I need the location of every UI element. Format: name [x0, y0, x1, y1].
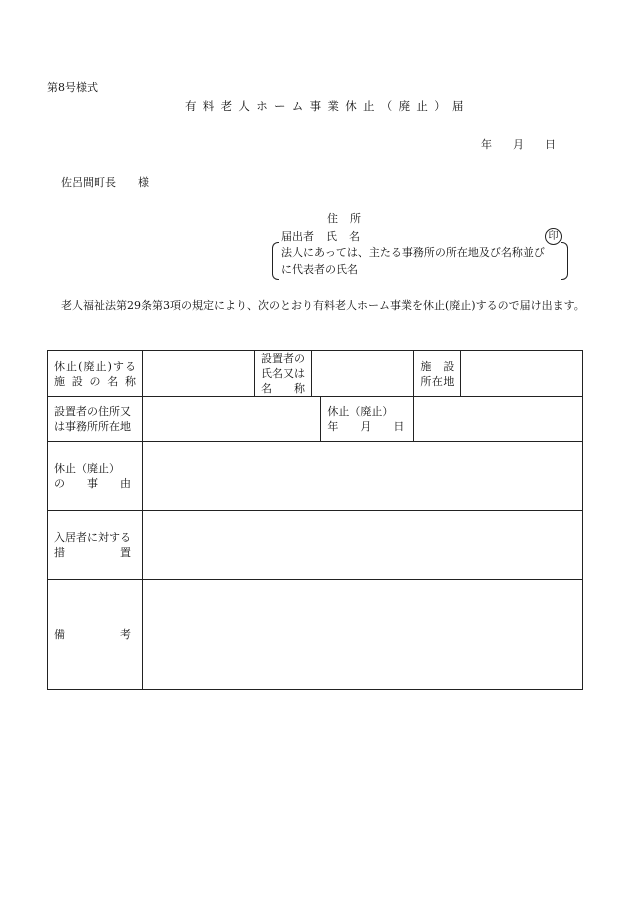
date-day: 日 — [545, 138, 556, 151]
corporate-note — [272, 242, 568, 280]
founder-address-label-line-2: は事務所所在地 — [54, 420, 131, 433]
corporate-note-line-1: 法人にあっては、主たる事務所の所在地及び名称並び — [281, 246, 545, 259]
address-label — [327, 212, 361, 225]
facility-location-label-line-1: 施 設 — [420, 359, 455, 373]
page-title: 有料老人ホーム事業休止（廃止）届 — [185, 99, 470, 113]
facility-name-field[interactable] — [143, 351, 255, 397]
founder-name-label — [255, 351, 312, 397]
name-label-b: 名 — [349, 230, 360, 243]
addressee-name: 佐呂間町長 — [61, 176, 116, 189]
corporate-note-line-2: に代表者の氏名 — [281, 263, 358, 276]
suspension-date-label-line-1: 休止（廃止） — [327, 405, 394, 418]
founder-name-field[interactable] — [312, 351, 414, 397]
remarks-label-text: 備 考 — [54, 628, 131, 641]
name-label-a: 氏 — [326, 230, 337, 243]
resident-measures-label-line-1: 入居者に対する — [54, 531, 131, 544]
reason-label — [48, 442, 143, 511]
addressee — [61, 176, 149, 189]
founder-name-label-line-3: 名 称 — [261, 382, 305, 395]
resident-measures-field[interactable] — [143, 511, 583, 580]
reason-label-line-1: 休止（廃止） — [54, 462, 120, 475]
date-line — [481, 138, 556, 151]
right-bracket — [561, 242, 568, 280]
resident-measures-label — [48, 511, 143, 580]
remarks-field[interactable] — [143, 580, 583, 690]
address-label-a: 住 — [327, 212, 338, 225]
reason-field[interactable] — [143, 442, 583, 511]
date-year: 年 — [481, 138, 492, 151]
notifier-label: 届出者 — [281, 230, 314, 243]
addressee-honorific: 様 — [138, 176, 149, 189]
founder-address-label — [48, 397, 143, 442]
resident-measures-label-line-2: 措 置 — [54, 546, 131, 559]
suspension-date-label-line-2: 年 月 日 — [327, 420, 405, 433]
founder-address-label-line-1: 設置者の住所又 — [54, 405, 131, 418]
facility-location-field[interactable] — [461, 351, 583, 397]
founder-address-field[interactable] — [143, 397, 321, 442]
facility-name-label-line-2: 施 設 の 名 称 — [54, 374, 136, 388]
founder-name-label-line-1: 設置者の — [261, 352, 305, 365]
left-bracket — [272, 242, 279, 280]
facility-location-label — [414, 351, 461, 397]
suspension-date-field[interactable] — [414, 397, 583, 442]
remarks-label — [48, 580, 143, 690]
body-text: 老人福祉法第29条第3項の規定により、次のとおり有料老人ホーム事業を休止(廃止)するので届け出ます。 — [61, 299, 585, 312]
facility-name-label — [48, 351, 143, 397]
seal-mark: 印 — [545, 228, 562, 245]
date-month: 月 — [513, 138, 524, 151]
facility-location-label-line-2: 所在地 — [420, 374, 455, 388]
form-number: 第8号様式 — [47, 81, 98, 94]
reason-label-line-2: の 事 由 — [54, 477, 131, 490]
founder-name-label-line-2: 氏名又は — [261, 367, 305, 380]
address-label-b: 所 — [350, 212, 361, 225]
notification-table — [47, 350, 583, 690]
facility-name-label-line-1: 休止(廃止)する — [54, 359, 136, 373]
suspension-date-label — [321, 397, 414, 442]
